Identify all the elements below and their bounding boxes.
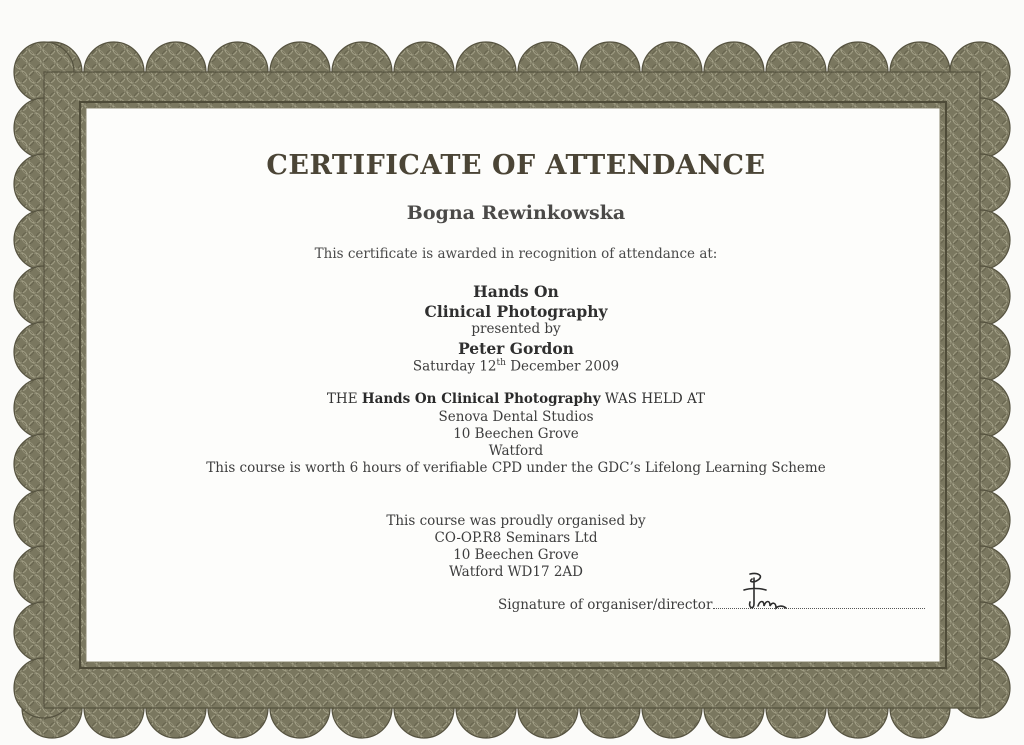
recipient-name: Bogna Rewinkowska — [406, 202, 626, 224]
date-suffix: th — [496, 358, 506, 368]
course-title-line-1: Hands On — [473, 282, 559, 301]
signature-line — [498, 596, 925, 613]
awarded-text: This certificate is awarded in recognition of attendance at: — [314, 246, 718, 262]
handwritten-signature — [714, 570, 804, 620]
venue-line: Senova Dental Studios — [438, 409, 594, 425]
held-suffix: WAS HELD AT — [600, 391, 706, 407]
presented-by-text: presented by — [471, 321, 561, 337]
course-date — [86, 358, 946, 375]
venue-line: Watford — [488, 443, 544, 459]
held-course: Hands On Clinical Photography — [361, 391, 601, 407]
held-prefix: THE — [326, 391, 362, 407]
organiser-line: CO-OP.R8 Seminars Ltd — [434, 530, 598, 546]
date-rest: December 2009 — [505, 358, 620, 375]
certificate-title: CERTIFICATE OF ATTENDANCE — [266, 150, 766, 181]
organised-intro: This course was proudly organised by — [386, 513, 646, 529]
held-at-text — [86, 391, 946, 407]
organiser-line: Watford WD17 2AD — [448, 564, 584, 580]
organiser-line: 10 Beechen Grove — [453, 547, 579, 563]
presenter-name: Peter Gordon — [458, 339, 574, 358]
venue-line: 10 Beechen Grove — [453, 426, 579, 442]
certificate-body — [86, 108, 946, 658]
date-day: Saturday 12 — [412, 358, 497, 375]
course-title-line-2: Clinical Photography — [424, 302, 608, 321]
cpd-text: This course is worth 6 hours of verifiable CPD under the GDC’s Lifelong Learning Scheme — [206, 460, 826, 476]
signature-label: Signature of organiser/director — [498, 597, 713, 613]
